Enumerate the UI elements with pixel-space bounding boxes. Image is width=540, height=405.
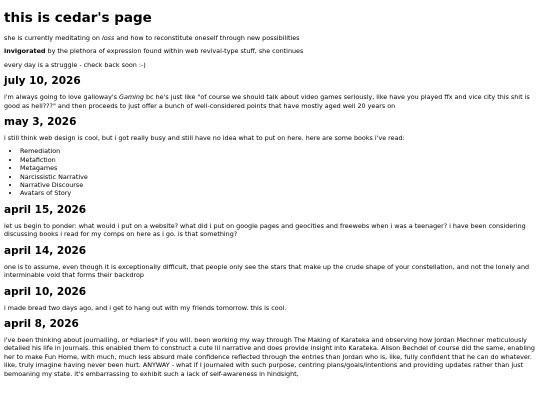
meditating-text-pre: she is currently meditating on	[4, 34, 102, 42]
post-date: july 10, 2026	[4, 75, 81, 88]
post-april-8	[4, 318, 536, 378]
post-may-3	[4, 116, 536, 198]
book-list-item: • Avatars of Story	[20, 189, 536, 197]
book-title-emphasis: Gaming	[119, 93, 144, 102]
post-date: april 8, 2026	[4, 317, 79, 330]
post-april-10	[4, 286, 536, 312]
intro-invigorated	[4, 47, 536, 55]
book-list-item: • Remediation	[20, 147, 536, 155]
invigorated-strong: invigorated	[4, 47, 46, 56]
post-text-post: bc he's just like "of course we should talk about video games seriously, like have you played ffx and vice city this shit is good as hell???" and then proceeds to just offer a bunch of well-considered points that have mostly aged well 20 years on	[4, 93, 530, 110]
post-body: i still think web design is cool, but i got really busy and still have no idea what to put on here. here are some books i've read:	[4, 134, 405, 143]
post-april-15	[4, 204, 536, 239]
page-title: this is cedar's page	[4, 10, 152, 26]
book-list-item: • Narcissistic Narrative	[20, 173, 536, 181]
meditating-text-post: and how to reconstitute oneself through new possibilities	[114, 34, 300, 42]
post-text-pre: i'm always going to love galloway's	[4, 93, 120, 102]
book-list	[4, 147, 536, 197]
post-date: april 10, 2026	[4, 285, 87, 298]
book-list-item: • Metagames	[20, 164, 536, 172]
post-date: april 15, 2026	[4, 203, 87, 216]
post-body: i've been thinking about journalling, or *diaries* if you will. been working my way through The Making of Karateka and observing how Jordan Mechner meticulously detailed his life in journals. this enabled them to construct a cute lil narrative and does provide insight into Karateka. Alison Bechdel of course did the same, enabling her to make Fun Home, with much, much less absurd male confidence reflected through the entries than Jordan who is, like, fully confident that he can do whatever. like, truly imagine having never been hurt. ANYWAY - what if I journaled with such purpose, centring plans/goals/intentions and providing updates rather than just bemoaning my state. it's embarrassing to exhibit such a lack of self-awareness in hindsight,	[4, 335, 535, 378]
post-april-14	[4, 245, 536, 280]
invigorated-text: by the plethora of expression found within web revival-type stuff, she continues	[45, 47, 304, 56]
post-date: may 3, 2026	[4, 116, 77, 129]
meditating-emphasis: loss	[101, 34, 115, 42]
post-date: april 14, 2026	[4, 244, 87, 257]
post-july-10	[4, 75, 536, 110]
intro-struggle: every day is a struggle - check back soon :-)	[4, 60, 146, 69]
book-list-item: • Narrative Discourse	[20, 181, 536, 189]
post-body: i made bread two days ago, and i get to hang out with my friends tomorrow. this is cool.	[4, 303, 287, 312]
intro-meditating	[4, 34, 536, 42]
post-body: one is to assume, even though it is exceptionally difficult, that people only see the stars that make up the crude shape of your constellation, and not the lonely and interminable void that forms their backdrop	[4, 262, 530, 280]
post-body: let us begin to ponder: what would i put on a website? what did i put on google pages and geocities and freewebs when i was a teenager? i have been considering discussing books i read for my comps on here as i go. is that something?	[4, 221, 526, 239]
post-body	[4, 93, 536, 110]
book-list-item: • Metafiction	[20, 156, 536, 164]
